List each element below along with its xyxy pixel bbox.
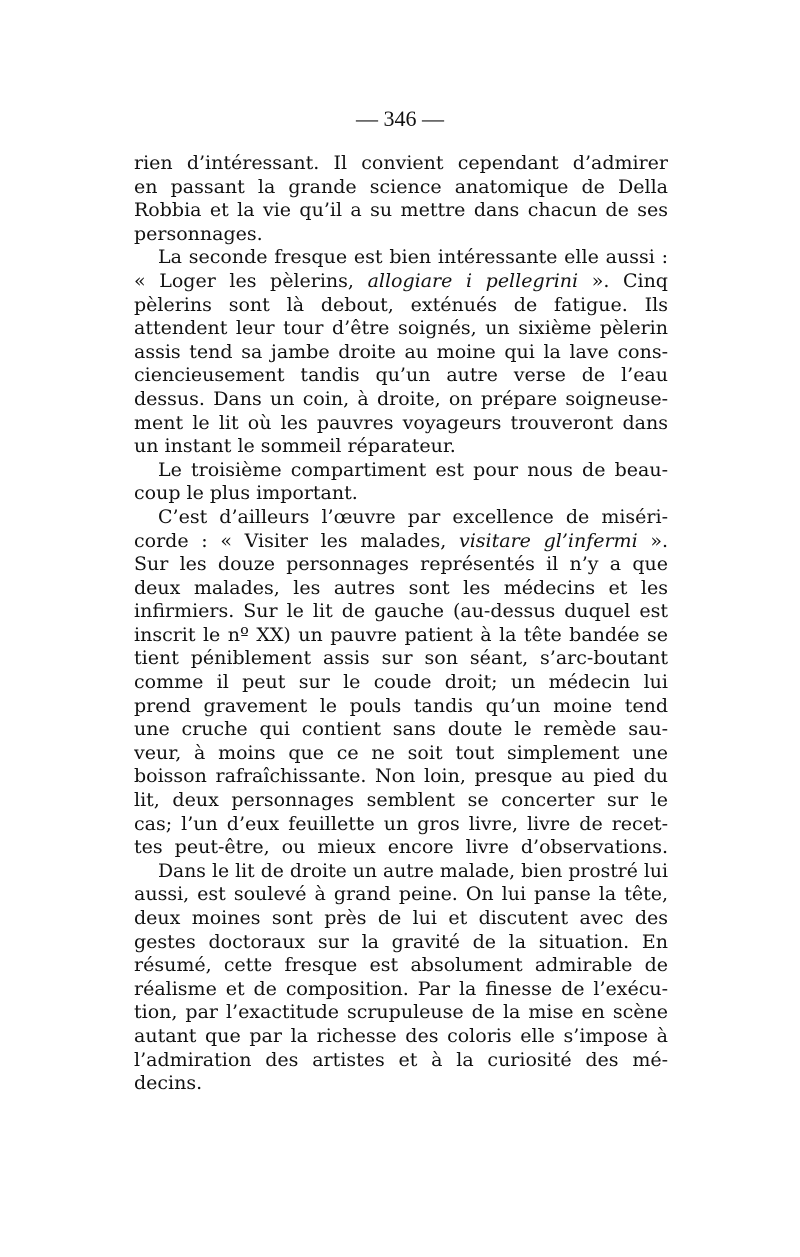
text-line: attendent leur tour d’être soignés, un sixième pèlerin: [134, 317, 668, 340]
text-line: aussi, est soulevé à grand peine. On lui panse la tête,: [134, 883, 668, 906]
text-line: cas; l’un d’eux feuillette un gros livre, livre de recet-: [134, 812, 668, 835]
page-number: — 346 —: [356, 106, 444, 131]
text-line: deux moines sont près de lui et discutent avec des: [134, 907, 668, 929]
text-line: assis tend sa jambe droite au moine qui la lave cons-: [134, 340, 668, 363]
text-line: Le troisième compartiment est pour nous de beau-: [158, 458, 668, 481]
text-line: boisson rafraîchissante. Non loin, presque au pied du: [134, 765, 668, 788]
text-line: une cruche qui contient sans doute le remède sau-: [134, 718, 668, 741]
text-line: veur, à moins que ce ne soit tout simplement une: [134, 741, 668, 764]
text-line: [134, 270, 668, 294]
text-line: [134, 530, 668, 554]
body-text: [134, 152, 668, 1096]
text-line: autant que par la richesse des coloris elle s’impose à: [134, 1024, 668, 1047]
text-line: C’est d’ailleurs l’œuvre par excellence de miséri-: [158, 505, 668, 528]
text-line: pèlerins sont là debout, exténués de fatigue. Ils: [134, 293, 668, 316]
text-line: La seconde fresque est bien intéressante elle aussi :: [158, 246, 668, 269]
text-line: Robbia et la vie qu’il a su mettre dans chacun de ses: [134, 199, 668, 222]
text-line: dessus. Dans un coin, à droite, on prépare soigneuse-: [134, 387, 668, 410]
text-line: un instant le sommeil réparateur.: [134, 435, 456, 458]
text-line: en passant la grande science anatomique de Della: [134, 175, 668, 198]
text-line: Dans le lit de droite un autre malade, bien prostré lui: [158, 860, 668, 882]
italic-phrase: visitare gl’infermi: [458, 529, 638, 552]
text-line: tion, par l’exactitude scrupuleuse de la mise en scène: [134, 1001, 668, 1024]
text-line: ciencieusement tandis qu’un autre verse de l’eau: [134, 364, 668, 387]
text-line: infirmiers. Sur le lit de gauche (au-dessus duquel est: [134, 600, 668, 623]
text-line: deux malades, les autres sont les médecins et les: [134, 576, 668, 599]
text-line: réalisme et de composition. Par la finesse de l’exécu-: [134, 977, 668, 1000]
text-run: « Loger les pèlerins,: [134, 269, 368, 292]
text-run: ». Cinq: [578, 269, 668, 292]
text-line: l’admiration des artistes et à la curiosité des mé-: [134, 1048, 668, 1071]
text-run: corde : « Visiter les malades,: [134, 529, 459, 552]
italic-phrase: allogiare i pellegrini: [367, 269, 579, 292]
text-line: decins.: [134, 1072, 203, 1095]
text-line: inscrit le nº XX) un pauvre patient à la tête bandée se: [134, 623, 668, 646]
text-line: lit, deux personnages semblent se concerter sur le: [134, 789, 668, 812]
text-line: ment le lit où les pauvres voyageurs trouveront dans: [134, 411, 668, 434]
text-line: gestes doctoraux sur la gravité de la situation. En: [134, 930, 668, 953]
text-line: Sur les douze personnages représentés il n’y a que: [134, 553, 668, 576]
text-line: comme il peut sur le coude droit; un médecin lui: [134, 671, 668, 694]
text-line: tes peut-être, ou mieux encore livre d’observations.: [134, 836, 668, 859]
text-line: personnages.: [134, 222, 263, 245]
text-line: prend gravement le pouls tandis qu’un moine tend: [134, 694, 668, 717]
text-run: ».: [637, 529, 668, 552]
text-line: rien d’intéressant. Il convient cependant d’admirer: [134, 152, 668, 174]
text-line: tient péniblement assis sur son séant, s’arc-boutant: [134, 647, 668, 670]
text-line: résumé, cette fresque est absolument admirable de: [134, 954, 668, 977]
text-line: coup le plus important.: [134, 482, 358, 505]
